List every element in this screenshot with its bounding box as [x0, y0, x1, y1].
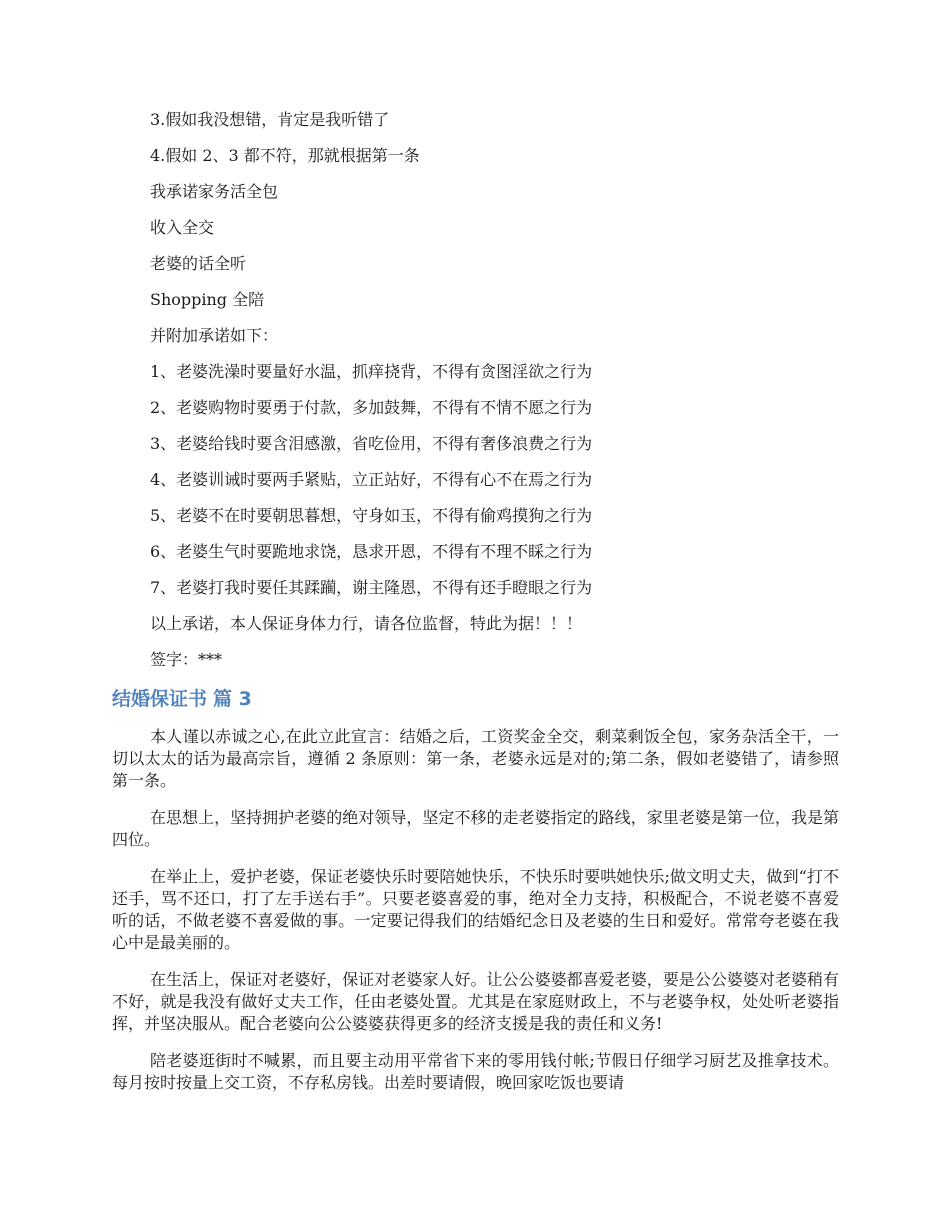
list-line: 3、老婆给钱时要含泪感激，省吃俭用，不得有奢侈浪费之行为 [150, 434, 593, 453]
list-line: 我承诺家务活全包 [150, 182, 279, 201]
pledge-list [150, 110, 850, 686]
section-title: 结婚保证书 [112, 688, 208, 710]
list-line: 4、老婆训诫时要两手紧贴，立正站好，不得有心不在焉之行为 [150, 470, 593, 489]
list-line: 老婆的话全听 [150, 254, 247, 273]
list-line: 1、老婆洗澡时要量好水温，抓痒挠背，不得有贪图淫欲之行为 [150, 362, 593, 381]
body-paragraph: 在思想上，坚持拥护老婆的绝对领导，坚定不移的走老婆指定的路线，家里老婆是第一位，我是第四位。 [112, 808, 839, 849]
body-paragraph: 在举止上，爱护老婆，保证老婆快乐时要陪她快乐，不快乐时要哄她快乐;做文明丈夫，做到“打不还手，骂不还口，打了左手送右手”。只要老婆喜爱的事，绝对全力支持，积极配合，不说老婆不喜爱听的话，不做老婆不喜爱做的事。一定要记得我们的结婚纪念日及老婆的生日和爱好。常常夸老婆在我心中是最美丽的。 [112, 867, 839, 952]
section-body [112, 726, 839, 1109]
list-line: 6、老婆生气时要跪地求饶，恳求开恩，不得有不理不睬之行为 [150, 542, 593, 561]
list-line: 3.假如我没想错，肯定是我听错了 [150, 110, 390, 129]
body-paragraph: 本人谨以赤诚之心,在此立此宣言：结婚之后，工资奖金全交，剩菜剩饭全包，家务杂活全干，一切以太太的话为最高宗旨，遵循 2 条原则：第一条，老婆永远是对的;第二条，假如老婆错了，请参照第一条。 [112, 727, 839, 790]
list-line: 7、老婆打我时要任其蹂躏，谢主隆恩，不得有还手瞪眼之行为 [150, 578, 593, 597]
section-number: 篇 3 [213, 688, 252, 710]
list-line: Shopping 全陪 [150, 290, 265, 309]
list-line: 并附加承诺如下： [150, 326, 279, 345]
list-line: 以上承诺，本人保证身体力行，请各位监督，特此为据！！！ [150, 614, 583, 633]
list-line: 收入全交 [150, 218, 215, 237]
list-line: 4.假如 2、3 都不符，那就根据第一条 [150, 146, 420, 165]
list-line: 2、老婆购物时要勇于付款，多加鼓舞，不得有不情不愿之行为 [150, 398, 593, 417]
body-paragraph: 在生活上，保证对老婆好，保证对老婆家人好。让公公婆婆都喜爱老婆，要是公公婆婆对老婆稍有不好，就是我没有做好丈夫工作，任由老婆处置。尤其是在家庭财政上，不与老婆争权，处处听老婆指挥，并坚决服从。配合老婆向公公婆婆获得更多的经济支援是我的责任和义务! [112, 970, 839, 1033]
signature-line: 签字：*** [150, 650, 223, 669]
section-heading [112, 686, 252, 712]
list-line: 5、老婆不在时要朝思暮想，守身如玉，不得有偷鸡摸狗之行为 [150, 506, 593, 525]
body-paragraph: 陪老婆逛街时不喊累，而且要主动用平常省下来的零用钱付帐;节假日仔细学习厨艺及推拿技术。每月按时按量上交工资，不存私房钱。出差时要请假，晚回家吃饭也要请 [112, 1051, 839, 1092]
